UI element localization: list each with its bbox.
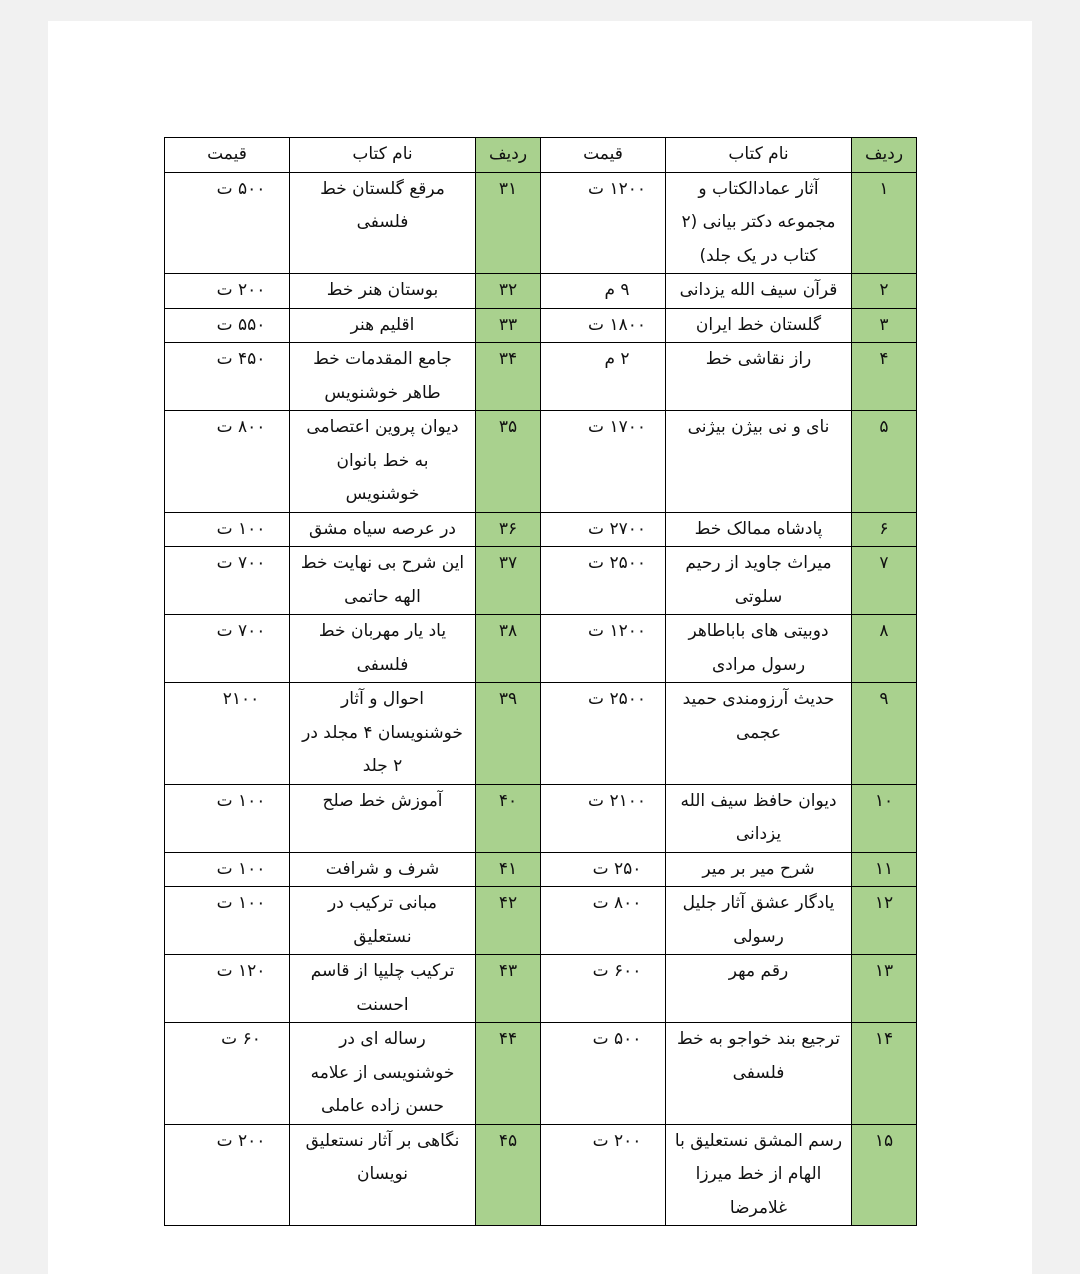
row-index-cell: ۳۸	[476, 615, 541, 683]
table-row	[165, 343, 917, 411]
price-cell: ۲۵۰۰ ت	[541, 547, 666, 615]
book-name-cell: حدیث آرزومندی حمید عجمی	[666, 683, 852, 785]
price-cell: ۱۰۰ ت	[165, 512, 290, 547]
row-index-cell: ۳۷	[476, 547, 541, 615]
row-index-cell: ۴۵	[476, 1124, 541, 1226]
book-name-cell: رسم المشق نستعلیق با الهام از خط میرزا غلامرضا	[666, 1124, 852, 1226]
table-row	[165, 683, 917, 785]
table-body	[165, 172, 917, 1226]
book-name-cell: جامع المقدمات خط طاهر خوشنویس	[290, 343, 476, 411]
table-row	[165, 852, 917, 887]
row-index-cell: ۴۴	[476, 1023, 541, 1125]
price-cell: ۴۵۰ ت	[165, 343, 290, 411]
price-cell: ۱۲۰۰ ت	[541, 172, 666, 274]
header-name-right: نام کتاب	[666, 138, 852, 173]
price-cell: ۶۰۰ ت	[541, 955, 666, 1023]
row-index-cell: ۳۴	[476, 343, 541, 411]
row-index-cell: ۳۳	[476, 308, 541, 343]
book-price-table	[164, 137, 917, 1226]
table-header-row	[165, 138, 917, 173]
table-row	[165, 1023, 917, 1125]
price-cell: ۷۰۰ ت	[165, 615, 290, 683]
row-index-cell: ۳	[852, 308, 917, 343]
book-name-cell: دیوان پروین اعتصامی به خط بانوان خوشنویس	[290, 411, 476, 513]
header-name-left: نام کتاب	[290, 138, 476, 173]
book-name-cell: پادشاه ممالک خط	[666, 512, 852, 547]
price-cell: ۵۰۰ ت	[541, 1023, 666, 1125]
row-index-cell: ۱۴	[852, 1023, 917, 1125]
book-name-cell: احوال و آثار خوشنویسان ۴ مجلد در ۲ جلد	[290, 683, 476, 785]
price-cell: ۸۰۰ ت	[541, 887, 666, 955]
book-name-cell: آثار عمادالکتاب و مجموعه دکتر بیانی (۲ کتاب در یک جلد)	[666, 172, 852, 274]
price-cell: ۲۵۰ ت	[541, 852, 666, 887]
book-name-cell: نای و نی بیژن بیژنی	[666, 411, 852, 513]
price-cell: ۱۰۰ ت	[165, 887, 290, 955]
table-row	[165, 887, 917, 955]
price-cell: ۷۰۰ ت	[165, 547, 290, 615]
header-price-left: قیمت	[165, 138, 290, 173]
book-name-cell: میراث جاوید از رحیم سلوتی	[666, 547, 852, 615]
table-row	[165, 615, 917, 683]
book-name-cell: ترکیب چلیپا از قاسم احسنت	[290, 955, 476, 1023]
row-index-cell: ۴۳	[476, 955, 541, 1023]
book-name-cell: مبانی ترکیب در نستعلیق	[290, 887, 476, 955]
header-price-right: قیمت	[541, 138, 666, 173]
book-name-cell: دیوان حافظ سیف الله یزدانی	[666, 784, 852, 852]
price-cell: ۲۰۰ ت	[165, 1124, 290, 1226]
price-cell: ۵۵۰ ت	[165, 308, 290, 343]
price-cell: ۲۱۰۰	[165, 683, 290, 785]
price-cell: ۸۰۰ ت	[165, 411, 290, 513]
header-index-right: ردیف	[852, 138, 917, 173]
book-name-cell: قرآن سیف الله یزدانی	[666, 274, 852, 309]
book-name-cell: دوبیتی های باباطاهر رسول مرادی	[666, 615, 852, 683]
price-cell: ۵۰۰ ت	[165, 172, 290, 274]
row-index-cell: ۷	[852, 547, 917, 615]
header-index-left: ردیف	[476, 138, 541, 173]
document-page	[48, 21, 1032, 1274]
price-cell: ۶۰ ت	[165, 1023, 290, 1125]
table-row	[165, 955, 917, 1023]
book-name-cell: نگاهی بر آثار نستعلیق نویسان	[290, 1124, 476, 1226]
row-index-cell: ۳۵	[476, 411, 541, 513]
price-cell: ۲۷۰۰ ت	[541, 512, 666, 547]
row-index-cell: ۳۲	[476, 274, 541, 309]
price-cell: ۲۰۰ ت	[541, 1124, 666, 1226]
book-name-cell: اقلیم هنر	[290, 308, 476, 343]
row-index-cell: ۴۰	[476, 784, 541, 852]
book-name-cell: شرف و شرافت	[290, 852, 476, 887]
book-name-cell: رساله ای در خوشنویسی از علامه حسن زاده عاملی	[290, 1023, 476, 1125]
price-cell: ۱۰۰ ت	[165, 784, 290, 852]
price-cell: ۹ م	[541, 274, 666, 309]
book-name-cell: مرقع گلستان خط فلسفی	[290, 172, 476, 274]
row-index-cell: ۳۹	[476, 683, 541, 785]
row-index-cell: ۸	[852, 615, 917, 683]
price-cell: ۱۲۰۰ ت	[541, 615, 666, 683]
price-cell: ۱۸۰۰ ت	[541, 308, 666, 343]
price-cell: ۱۲۰ ت	[165, 955, 290, 1023]
book-name-cell: شرح میر بر میر	[666, 852, 852, 887]
row-index-cell: ۳۶	[476, 512, 541, 547]
table-row	[165, 784, 917, 852]
row-index-cell: ۴	[852, 343, 917, 411]
book-name-cell: گلستان خط ایران	[666, 308, 852, 343]
row-index-cell: ۱۱	[852, 852, 917, 887]
price-cell: ۲۵۰۰ ت	[541, 683, 666, 785]
table-row	[165, 274, 917, 309]
table-row	[165, 411, 917, 513]
book-name-cell: یادگار عشق آثار جلیل رسولی	[666, 887, 852, 955]
book-name-cell: در عرصه سیاه مشق	[290, 512, 476, 547]
row-index-cell: ۲	[852, 274, 917, 309]
book-name-cell: بوستان هنر خط	[290, 274, 476, 309]
price-cell: ۲۱۰۰ ت	[541, 784, 666, 852]
row-index-cell: ۱۵	[852, 1124, 917, 1226]
table-row	[165, 308, 917, 343]
price-cell: ۱۷۰۰ ت	[541, 411, 666, 513]
row-index-cell: ۹	[852, 683, 917, 785]
row-index-cell: ۴۱	[476, 852, 541, 887]
book-name-cell: رقم مهر	[666, 955, 852, 1023]
price-cell: ۲۰۰ ت	[165, 274, 290, 309]
row-index-cell: ۱۳	[852, 955, 917, 1023]
row-index-cell: ۶	[852, 512, 917, 547]
table-row	[165, 547, 917, 615]
price-cell: ۱۰۰ ت	[165, 852, 290, 887]
book-name-cell: راز نقاشی خط	[666, 343, 852, 411]
row-index-cell: ۱۲	[852, 887, 917, 955]
table-row	[165, 1124, 917, 1226]
row-index-cell: ۱	[852, 172, 917, 274]
book-name-cell: آموزش خط صلح	[290, 784, 476, 852]
row-index-cell: ۴۲	[476, 887, 541, 955]
price-cell: ۲ م	[541, 343, 666, 411]
table-row	[165, 172, 917, 274]
row-index-cell: ۱۰	[852, 784, 917, 852]
book-name-cell: ترجیع بند خواجو به خط فلسفی	[666, 1023, 852, 1125]
book-name-cell: این شرح بی نهایت خط الهه حاتمی	[290, 547, 476, 615]
row-index-cell: ۳۱	[476, 172, 541, 274]
row-index-cell: ۵	[852, 411, 917, 513]
table-row	[165, 512, 917, 547]
book-name-cell: یاد یار مهربان خط فلسفی	[290, 615, 476, 683]
